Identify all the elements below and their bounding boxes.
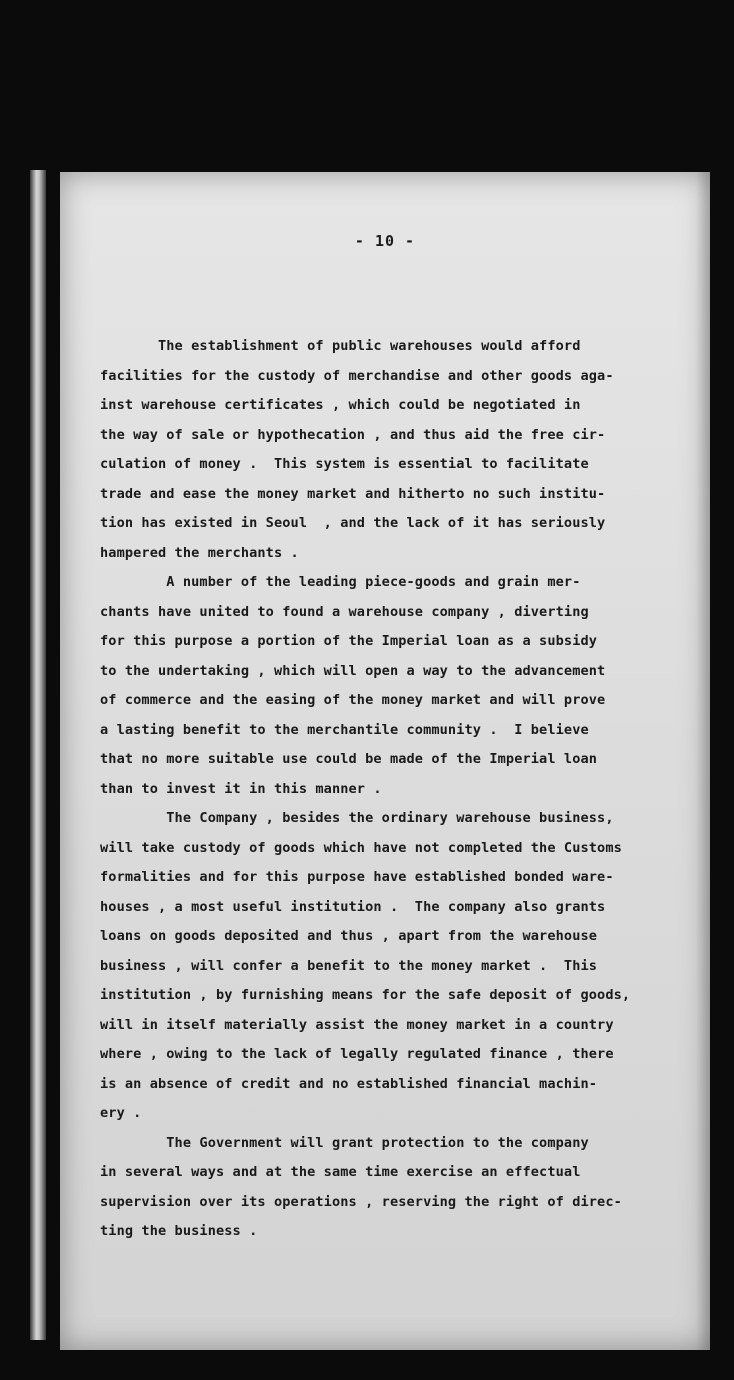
text-line: houses , a most useful institution . The company also grants — [100, 898, 606, 915]
film-strip-edge — [30, 170, 46, 1340]
text-line: to the undertaking , which will open a way to the advancement — [100, 662, 606, 679]
text-line: will take custody of goods which have not completed the Customs — [100, 839, 622, 856]
text-line: in several ways and at the same time exercise an effectual — [100, 1164, 581, 1180]
document-page — [60, 172, 710, 1350]
text-line: institution , by furnishing means for the safe deposit of goods, — [100, 987, 631, 1003]
paragraph-2 — [100, 568, 660, 804]
text-line: where , owing to the lack of legally regulated finance , there — [100, 1046, 614, 1062]
paragraph-1 — [100, 332, 660, 568]
text-line: a lasting benefit to the merchantile community . I believe — [100, 721, 589, 738]
text-line: The establishment of public warehouses would afford — [100, 338, 581, 354]
text-line: facilities for the custody of merchandise and other goods aga- — [100, 367, 614, 384]
text-line: The Company , besides the ordinary warehouse business, — [100, 810, 614, 826]
text-line: the way of sale or hypothecation , and thus aid the free cir- — [100, 426, 606, 443]
page-edge-shadow — [696, 172, 710, 1350]
text-line: of commerce and the easing of the money market and will prove — [100, 692, 606, 708]
text-line: trade and ease the money market and hitherto no such institu- — [100, 485, 606, 502]
text-line: than to invest it in this manner . — [100, 780, 382, 797]
paragraph-4 — [100, 1129, 660, 1247]
text-line: formalities and for this purpose have established bonded ware- — [100, 869, 614, 885]
text-line: for this purpose a portion of the Imperial loan as a subsidy — [100, 633, 598, 649]
text-line: chants have united to found a warehouse company , diverting — [100, 603, 589, 620]
text-line: A number of the leading piece-goods and grain mer- — [100, 574, 581, 590]
text-line: supervision over its operations , reserving the right of direc- — [100, 1193, 622, 1210]
text-line: is an absence of credit and no established financial machin- — [100, 1075, 598, 1092]
text-line: culation of money . This system is essential to facilitate — [100, 456, 589, 472]
text-line: tion has existed in Seoul , and the lack of it has seriously — [100, 515, 606, 531]
text-line: will in itself materially assist the money market in a country — [100, 1016, 614, 1033]
text-line: inst warehouse certificates , which could be negotiated in — [100, 397, 581, 413]
text-line: loans on goods deposited and thus , apart from the warehouse — [100, 928, 598, 944]
text-line: business , will confer a benefit to the money market . This — [100, 957, 598, 974]
text-line: The Government will grant protection to the company — [100, 1134, 589, 1151]
text-line: ery . — [100, 1105, 142, 1121]
paragraph-3 — [100, 804, 660, 1129]
text-line: ting the business . — [100, 1223, 258, 1239]
text-line: that no more suitable use could be made of the Imperial loan — [100, 751, 598, 767]
document-body — [100, 332, 660, 1247]
text-line: hampered the merchants . — [100, 544, 299, 561]
page-number: - 10 - — [354, 232, 416, 250]
